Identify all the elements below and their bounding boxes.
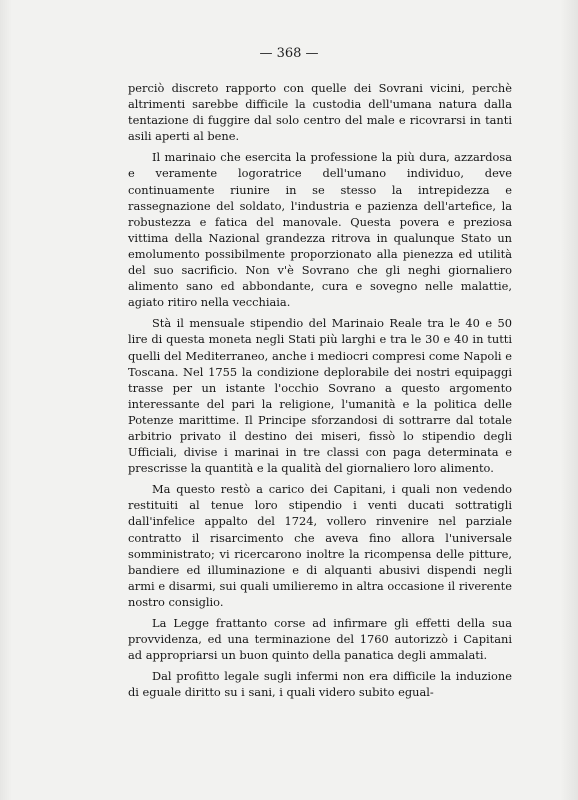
- paragraph-6: Dal profitto legale sugli infermi non era difficile la induzione di eguale diritto su i sani, i quali videro subito egual-: [128, 669, 512, 700]
- paragraph-3: Stà il mensuale stipendio del Marinaio Reale tra le 40 e 50 lire di questa moneta negli Stati più larghi e tra le 30 e 40 in tutti quelli del Mediterraneo, anche i mediocri compresi come Napoli e Toscana. Nel 1755 la condizione deplorabile dei nostri equipaggi trasse per un istante l'occhio Sovrano a questo argomento interessante del pari la religione, l'umanità e la politica delle Potenze marittime. Il Principe sforzandosi di sottrarre dal totale arbitrio privato il destino dei miseri, fissò lo stipendio degli Ufficiali, divise i marinai in tre classi con paga determinata e prescrisse la quantità e la qualità del giornaliero loro alimento.: [128, 316, 512, 476]
- paragraph-4: Ma questo restò a carico dei Capitani, i quali non vedendo restituiti al tenue loro stipendio i venti ducati sottratigli dall'infelice appalto del 1724, vollero rinvenire nel parziale contratto il risarcimento che aveva fino allora l'universale somministrato; vi ricercarono inoltre la ricompensa delle pitture, bandiere ed illuminazione e di alquanti abusivi dispendi negli armi e disarmi, sui quali umilieremo in altra occasione il riverente nostro consiglio.: [128, 482, 512, 609]
- page-number: — 368 —: [259, 46, 319, 61]
- body-text: [128, 80, 512, 705]
- paragraph-5: La Legge frattanto corse ad infirmare gli effetti della sua provvidenza, ed una terminazione del 1760 autorizzò i Capitani ad appropriarsi un buon quinto della panatica degli ammalati.: [128, 616, 512, 663]
- paragraph-1: perciò discreto rapporto con quelle dei Sovrani vicini, perchè altrimenti sarebbe difficile la custodia dell'umana natura dalla tentazione di fuggire dal solo centro del male e ricovrarsi in tanti asili aperti al bene.: [128, 81, 512, 144]
- paragraph-2: Il marinaio che esercita la professione la più dura, azzardosa e veramente logoratrice dell'umano individuo, deve continuamente riunire in se stesso la intrepidezza e rassegnazione del soldato, l'industria e pazienza dell'artefice, la robustezza e fatica del manovale. Questa povera e preziosa vittima della Nazional grandezza ritrova in qualunque Stato un emolumento possibilmente proporzionato alla pienezza ed utilità del suo sacrificio. Non v'è Sovrano che gli neghi giornaliero alimento sano ed abbondante, cura e sovegno nelle malattie, agiato ritiro nella vecchiaia.: [128, 150, 512, 310]
